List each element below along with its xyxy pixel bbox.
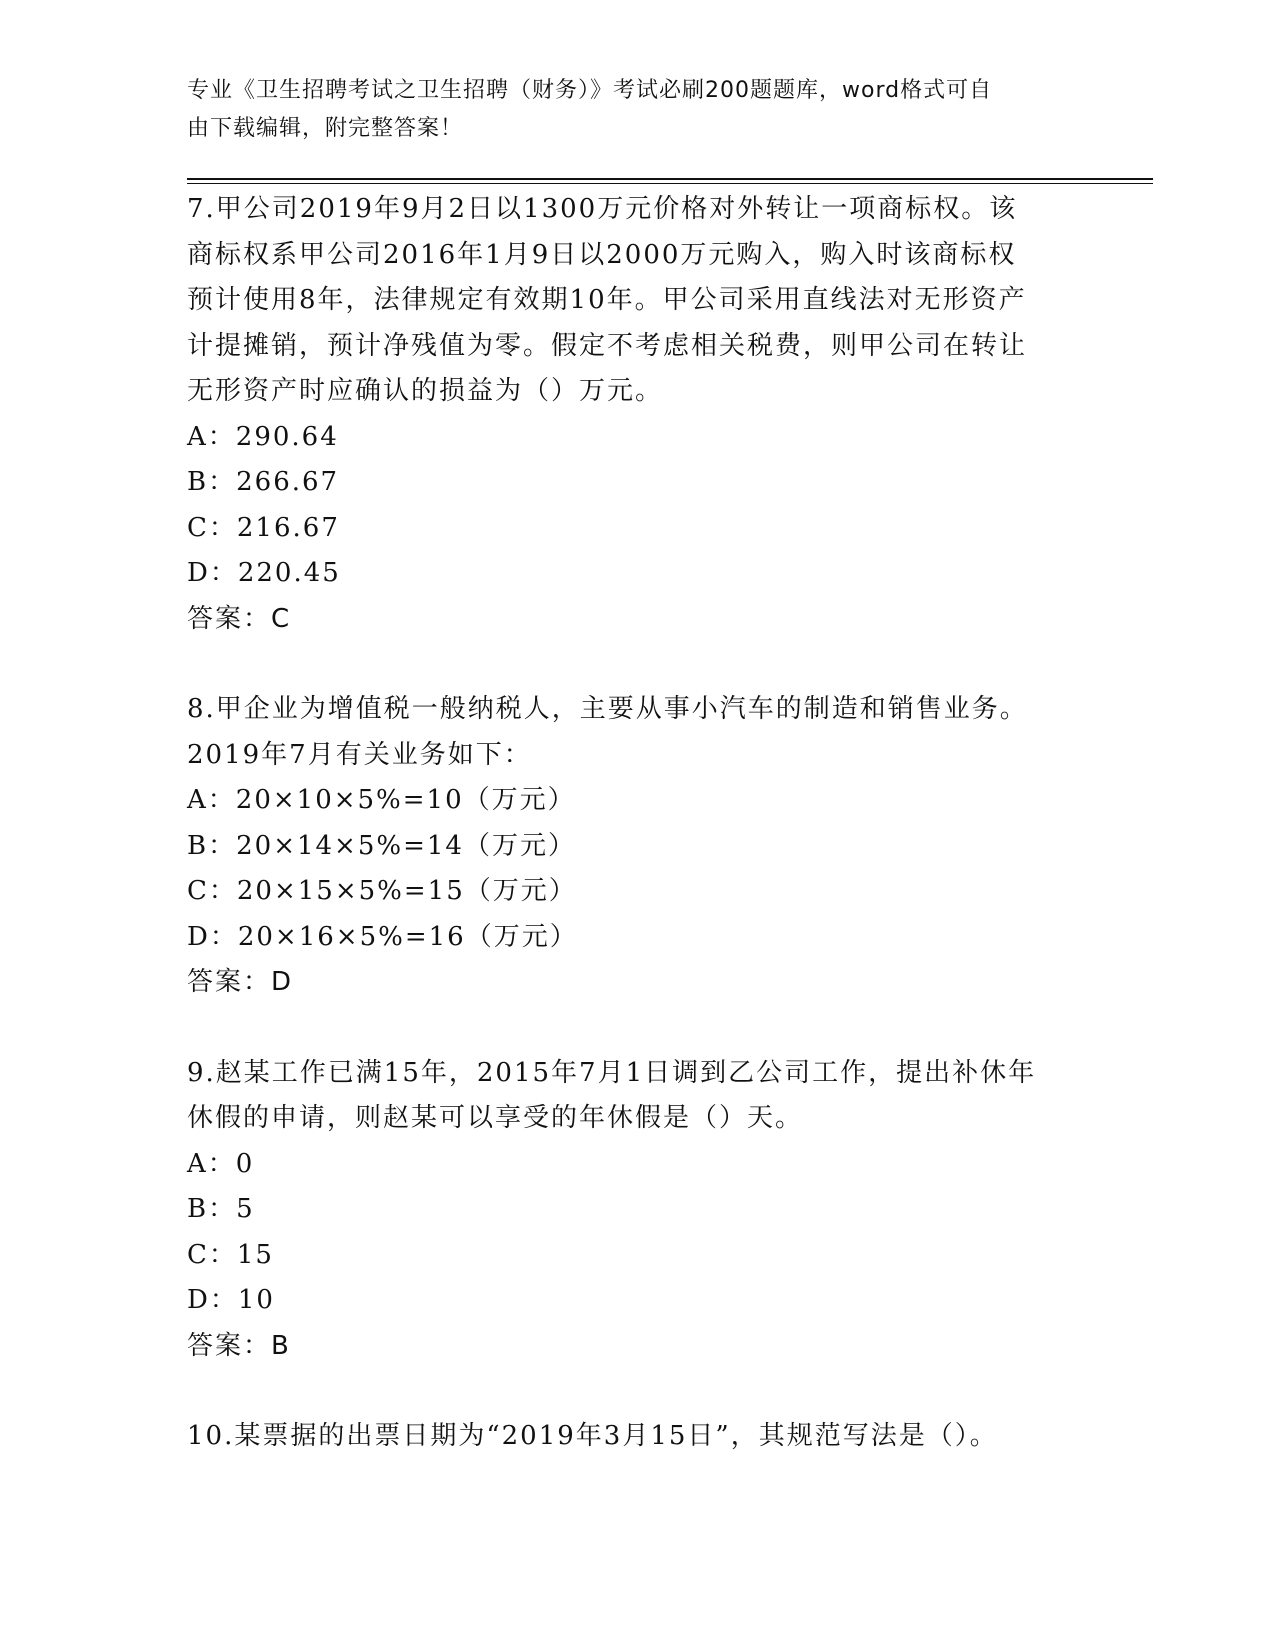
question-list <box>187 187 1087 1505</box>
option-a: A：290.64 <box>187 421 339 452</box>
question-stem-line: 商标权系甲公司2016年1月9日以2000万元购入，购入时该商标权 <box>187 239 1017 270</box>
question-9 <box>187 1051 1087 1370</box>
question-8 <box>187 687 1087 1006</box>
answer-line: 答案：C <box>187 603 292 634</box>
question-stem-line: 计提摊销，预计净残值为零。假定不考虑相关税费，则甲公司在转让 <box>187 330 1028 361</box>
option-c: C：15 <box>187 1239 274 1270</box>
option-a: A：0 <box>187 1148 255 1179</box>
option-a: A：20×10×5%=10（万元） <box>187 785 576 815</box>
document-header <box>187 72 1067 148</box>
option-b: B：5 <box>187 1194 255 1224</box>
answer-line: 答案：B <box>187 1330 291 1361</box>
header-line-1: 专业《卫生招聘考试之卫生招聘（财务）》考试必刷200题题库，word格式可自 <box>187 78 993 103</box>
option-c: C：216.67 <box>187 512 340 543</box>
question-stem-line: 无形资产时应确认的损益为（）万元。 <box>187 376 664 406</box>
question-stem-line: 预计使用8年，法律规定有效期10年。甲公司采用直线法对无形资产 <box>187 285 1027 315</box>
answer-line: 答案：D <box>187 967 294 997</box>
header-divider-thin <box>187 183 1153 184</box>
option-b: B：266.67 <box>187 467 340 497</box>
question-stem-line: 2019年7月有关业务如下： <box>187 739 532 770</box>
question-stem-line: 9.赵某工作已满15年，2015年7月1日调到乙公司工作，提出补休年 <box>187 1057 1037 1088</box>
header-line-2: 由下载编辑，附完整答案！ <box>187 116 464 141</box>
question-stem-line: 休假的申请，则赵某可以享受的年休假是（）天。 <box>187 1103 804 1133</box>
option-d: D：10 <box>187 1285 275 1315</box>
question-7 <box>187 187 1087 642</box>
option-d: D：220.45 <box>187 558 341 588</box>
option-d: D：20×16×5%=16（万元） <box>187 921 578 952</box>
question-stem-line: 7.甲公司2019年9月2日以1300万元价格对外转让一项商标权。该 <box>187 194 1018 224</box>
option-c: C：20×15×5%=15（万元） <box>187 876 577 906</box>
header-divider-thick <box>187 178 1153 180</box>
question-stem-line: 10.某票据的出票日期为“2019年3月15日”，其规范写法是（）。 <box>187 1421 998 1451</box>
option-b: B：20×14×5%=14（万元） <box>187 830 576 861</box>
question-stem-line: 8.甲企业为增值税一般纳税人，主要从事小汽车的制造和销售业务。 <box>187 694 1028 724</box>
question-10 <box>187 1414 1087 1460</box>
